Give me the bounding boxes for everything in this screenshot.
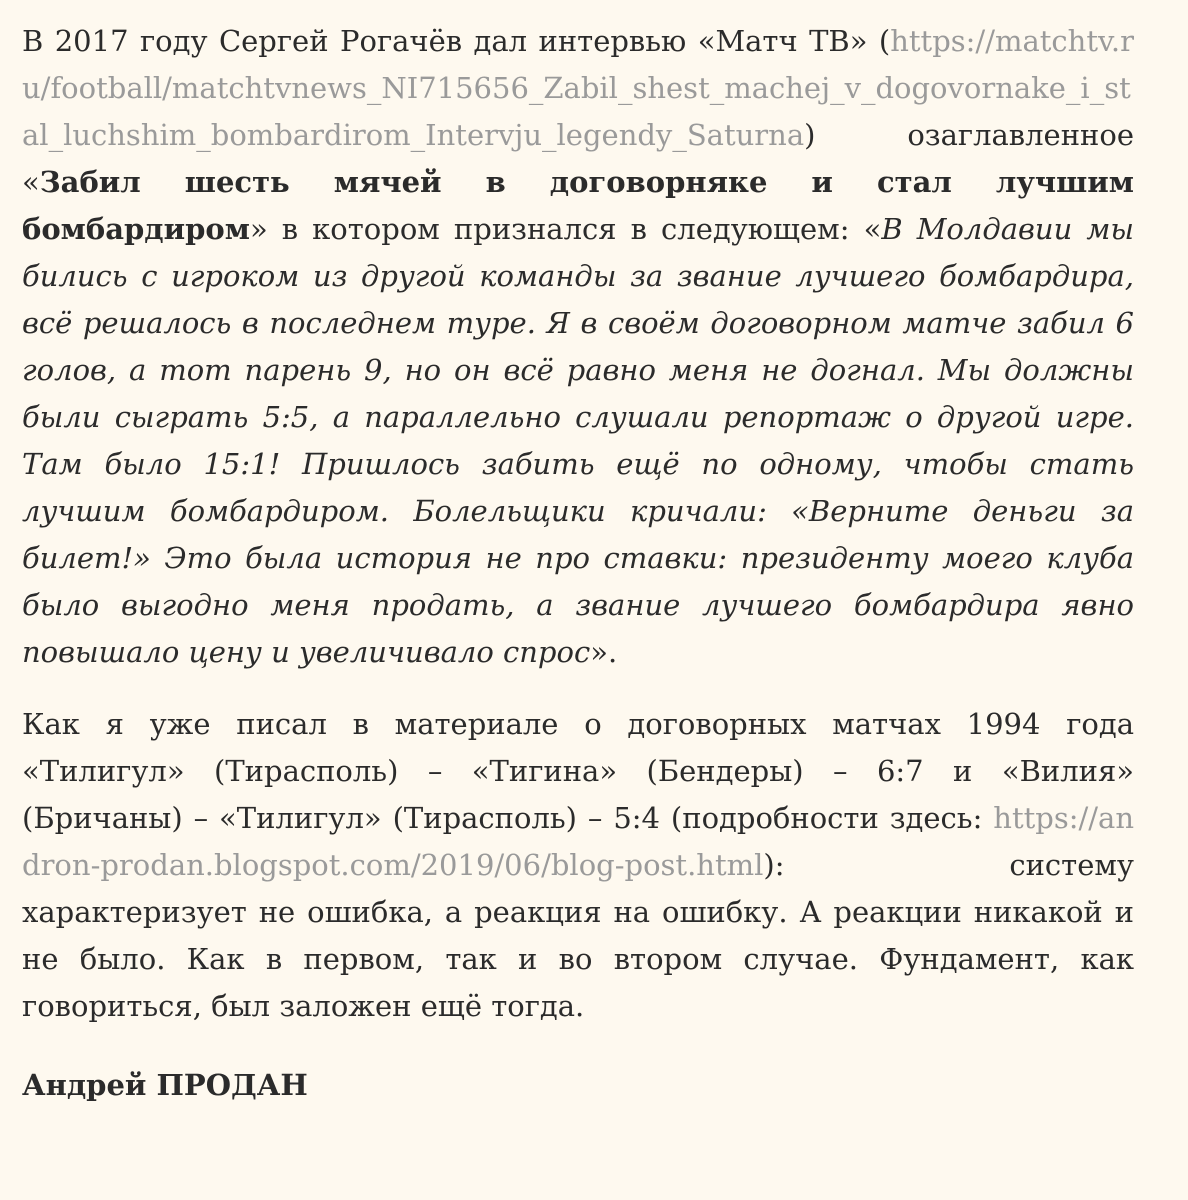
paragraph-fixed-matches xyxy=(22,701,1134,1030)
blog-post-link[interactable]: https://andron-prodan.blogspot.com/2019/06/blog-post.html xyxy=(22,801,1134,882)
paragraph-interview xyxy=(22,18,1134,676)
paragraph-intro-text: В 2017 году Сергей Рогачёв дал интервью «Матч ТВ» ( xyxy=(22,24,891,58)
matchtv-interview-link[interactable]: https://matchtv.ru/football/matchtvnews_NI715656_Zabil_shest_machej_v_dogovornake_i_stal_luchshim_bombardirom_Intervju_legendy_Saturna xyxy=(22,24,1134,152)
interview-quote: В Молдавии мы бились с игроком из другой команды за звание лучшего бомбардира, всё решалось в последнем туре. Я в своём договорном матче забил 6 голов, а тот парень 9, но он всё равно меня не догнал. Мы должны были сыграть 5:5, а параллельно слушали репортаж о другой игре. Там было 15:1! Пришлось забить ещё по одному, чтобы стать лучшим бомбардиром. Болельщики кричали: «Верните деньги за билет!» Это была история не про ставки: президенту моего клуба было выгодно меня продать, а звание лучшего бомбардира явно повышало цену и увеличивало спрос xyxy=(22,212,1134,669)
paragraph-intro-text: Как я уже писал в материале о договорных матчах 1994 года «Тилигул» (Тирасполь) – «Тигина» (Бендеры) – 6:7 и «Вилия» (Бричаны) – «Тилигул» (Тирасполь) – 5:4 (подробности здесь: xyxy=(22,707,1134,835)
quote-closing: ». xyxy=(590,635,618,669)
article-body xyxy=(22,18,1134,1109)
quote-lead-text: » в котором признался в следующем: « xyxy=(249,212,882,246)
interview-headline: Забил шесть мячей в договорняке и стал лучшим бомбардиром xyxy=(22,165,1134,246)
paragraph-conclusion-text: ): систему характеризует не ошибка, а реакция на ошибку. А реакции никакой и не было. Как в первом, так и во втором случае. Фундамент, как говориться, был заложен ещё тогда. xyxy=(22,848,1134,1023)
headline-lead-text: ) озаглавленное « xyxy=(22,118,1134,199)
author-signature: Андрей ПРОДАН xyxy=(22,1068,308,1102)
